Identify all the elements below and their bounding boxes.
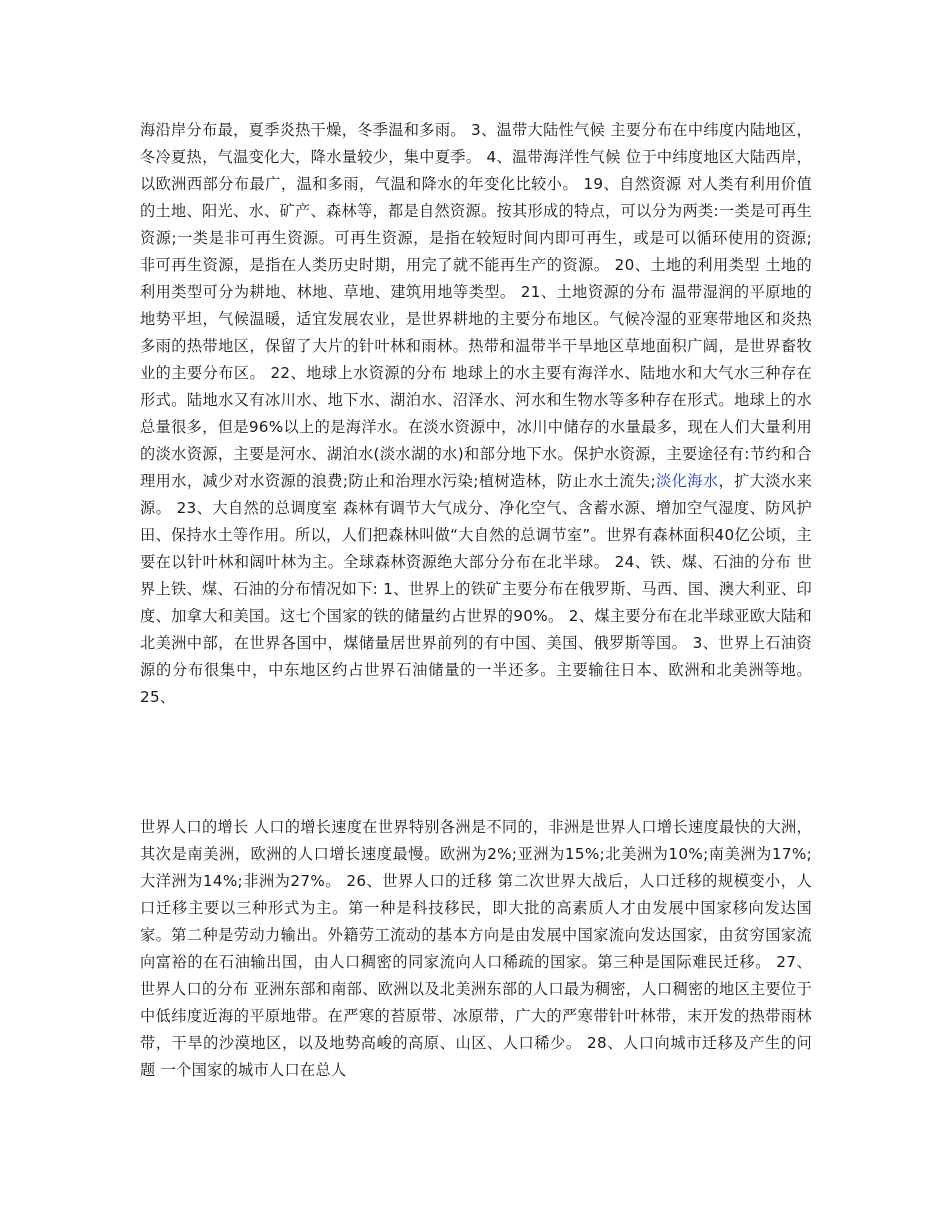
paragraph-1-text-start: 海沿岸分布最，夏季炎热干燥，冬季温和多雨。 3、温带大陆性气候 主要分布在中纬度内陆地区，冬冷夏热，气温变化大，降水量较少，集中夏季。 4、温带海洋性气候 位于中纬度地区大陆西岸，以欧洲西部分布最广，温和多雨，气温和降水的年变化比较小。 19、自然资源 对人类有利用价值的土地、阳光、水、矿产、森林等，都是自然资源。按其形成的特点，可以分为两类:一类是可再生资源;一类是非可再生资源。可再生资源，是指在较短时间内即可再生，或是可以循环使用的资源;非可再生资源，是指在人类历史时期，用完了就不能再生产的资源。 20、土地的利用类型 土地的利用类型可分为耕地、林地、草地、建筑用地等类型。 21、土地资源的分布 温带湿润的平原地的地势平坦，气候温暖，适宜发展农业，是世界耕地的主要分布地区。气候冷湿的亚寒带地区和炎热多雨的热带地区，保留了大片的针叶林和雨林。热带和温带半干旱地区草地面积广阔，是世界畜牧业的主要分布区。 22、地球上水资源的分布 地球上的水主要有海洋水、陆地水和大气水三种存在形式。陆地水又有冰川水、地下水、湖泊水、沼泽水、河水和生物水等多种存在形式。地球上的水总量很多，但是96%以上的是海洋水。在淡水资源中，冰川中储存的水量最多，现在人们大量利用的淡水资源，主要是河水、湖泊水(淡水湖的水)和部分地下水。保护水资源，主要途径有:节约和合理用水，减少对水资源的浪费;防止和治理水污染;植树造林，防止水土流失; (140, 121, 812, 490)
body-paragraph-1 (140, 117, 812, 711)
desalination-link[interactable]: 淡化海水 (655, 472, 719, 490)
body-paragraph-2 (140, 814, 812, 1084)
paragraph-1-text-end: ，扩大淡水来源。 23、大自然的总调度室 森林有调节大气成分、净化空气、含蓄水源、增加空气湿度、防风护田、保持水土等作用。所以，人们把森林叫做“大自然的总调节室”。世界有森林面积40亿公顷，主要在以针叶林和阔叶林为主。全球森林资源绝大部分分布在北半球。 24、铁、煤、石油的分布 世界上铁、煤、石油的分布情况如下: 1、世界上的铁矿主要分布在俄罗斯、马西、国、澳大利亚、印度、加拿大和美国。这七个国家的铁的储量约占世界的90%。 2、煤主要分布在北半球亚欧大陆和北美洲中部，在世界各国中，煤储量居世界前列的有中国、美国、俄罗斯等国。 3、世界上石油资源的分布很集中，中东地区约占世界石油储量的一半还多。主要输往日本、欧洲和北美洲等地。 25、 (140, 472, 812, 706)
paragraph-2-text: 世界人口的增长 人口的增长速度在世界特别各洲是不同的，非洲是世界人口增长速度最快的大洲，其次是南美洲，欧洲的人口增长速度最慢。欧洲为2%;亚洲为15%;北美洲为10%;南美洲为17%;大洋洲为14%;非洲为27%。 26、世界人口的迁移 第二次世界大战后，人口迁移的规模变小，人口迁移主要以三种形式为主。第一种是科技移民，即大批的高素质人才由发展中国家移向发达国家。第二种是劳动力输出。外籍劳工流动的基本方向是由发展中国家流向发达国家，由贫穷国家流向富裕的在石油输出国，由人口稠密的同家流向人口稀疏的国家。第三种是国际难民迁移。 27、世界人口的分布 亚洲东部和南部、欧洲以及北美洲东部的人口最为稠密，人口稠密的地区主要位于中低纬度近海的平原地带。在严寒的苔原带、冰原带，广大的严寒带针叶林带，末开发的热带雨林带，干旱的沙漠地区，以及地势高峻的高原、山区、人口稀少。 28、人口向城市迁移及产生的问题 一个国家的城市人口在总人 (140, 818, 812, 1079)
